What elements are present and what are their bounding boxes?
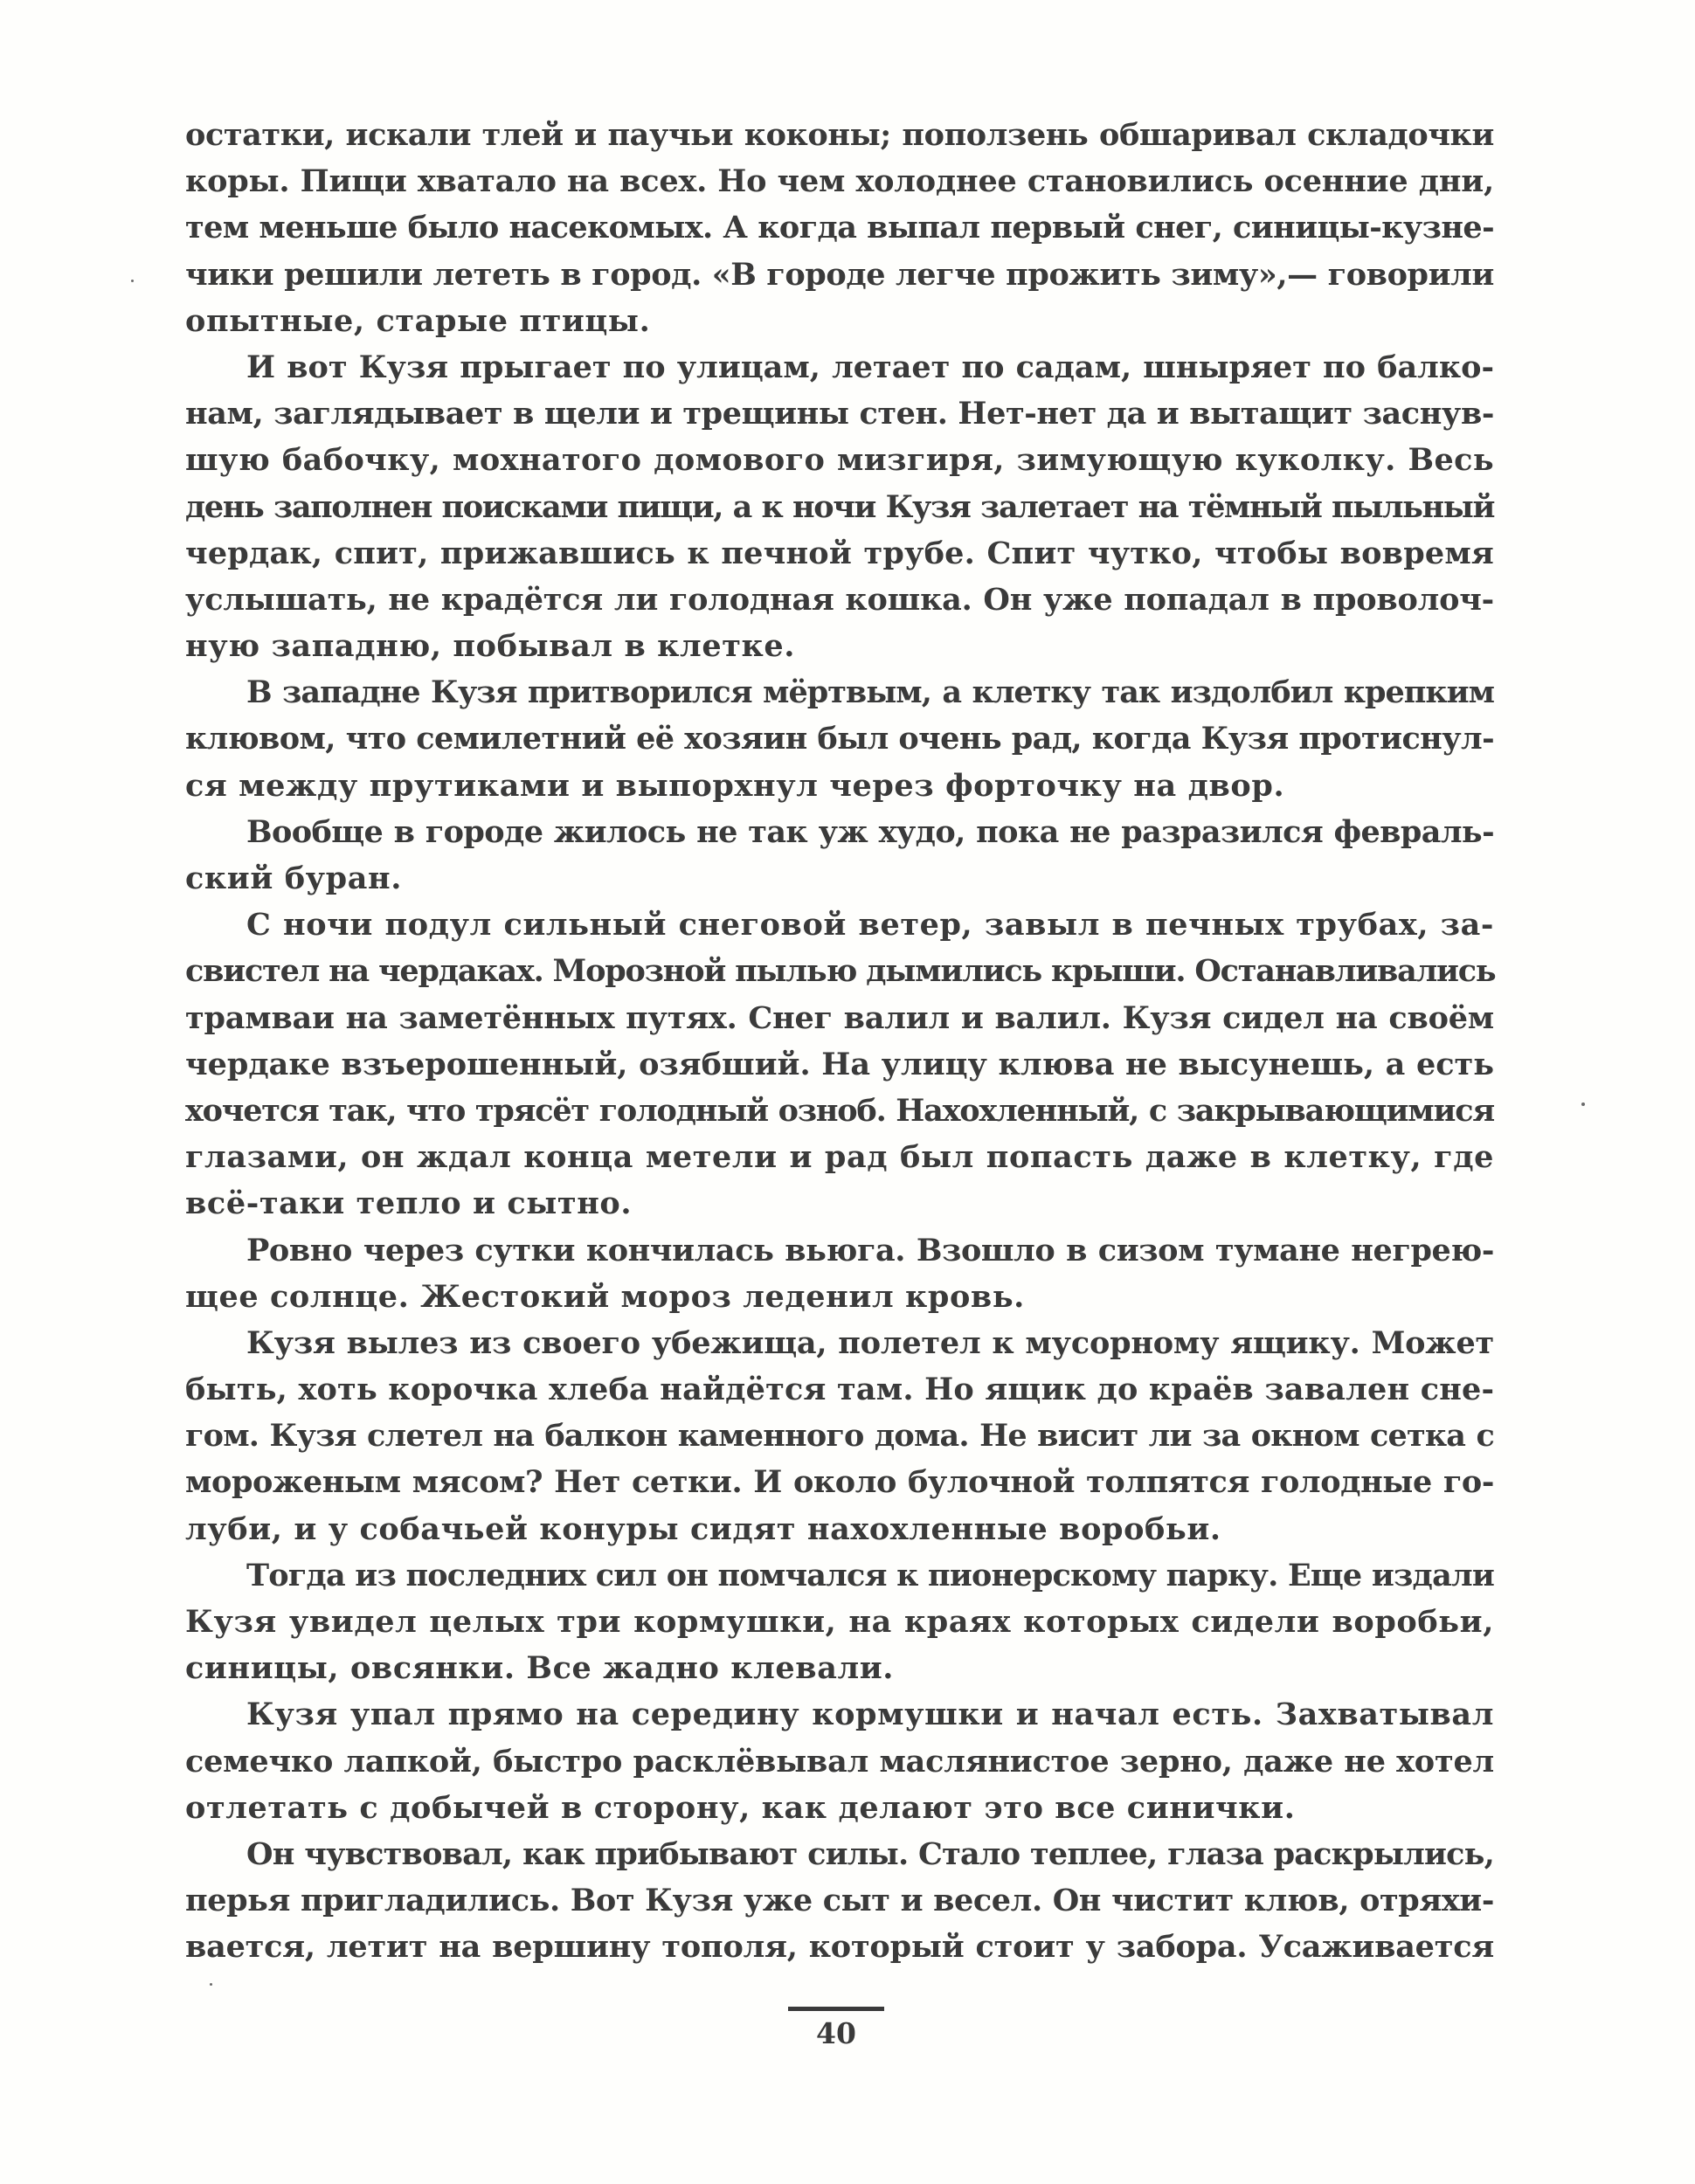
text-line: шую бабочку, мохнатого домового мизгиря, зимующую куколку. Весь [185,442,1494,479]
text-line: остатки, искали тлей и паучьи коконы; поползень обшаривал складочки [185,117,1494,153]
text-line: быть, хоть корочка хлеба найдётся там. Но ящик до краёв завален сне- [185,1372,1495,1408]
text-line: Ровно через сутки кончилась вьюга. Взошло в сизом тумане негрею- [246,1232,1494,1268]
paragraph [185,1227,1494,1320]
text-line: перья пригладились. Вот Кузя уже сыт и весел. Он чистит клюв, отряхи- [185,1883,1494,1919]
paragraph [185,1552,1494,1692]
text-line: Он чувствовал, как прибывают силы. Стало теплее, глаза раскрылись, [246,1835,1494,1872]
text-line: семечко лапкой, быстро расклёвывал маслянистое зерно, даже не хотел [185,1743,1494,1780]
text-line: отлетать с добычей в сторону, как делают это все синички. [185,1789,1296,1826]
text-line: клювом, что семилетний её хозяин был очень рад, когда Кузя протиснул- [185,721,1494,757]
text-line: глазами, он ждал конца метели и рад был попасть даже в клетку, где [185,1139,1494,1176]
text-line: чердак, спит, прижавшись к печной трубе. Спит чутко, чтобы вовремя [185,535,1494,571]
text-line: С ночи подул сильный снеговой ветер, завыл в печных трубах, за- [246,907,1494,943]
text-line: день заполнен поисками пищи, а к ночи Кузя залетает на тёмный пыльный [185,488,1494,525]
text-line: синицы, овсянки. Все жадно клевали. [185,1650,895,1687]
text-line: Кузя упал прямо на середину кормушки и начал есть. Захватывал [246,1697,1494,1733]
print-speck [131,280,134,282]
text-line: свистел на чердаках. Морозной пылью дымились крыши. Останавливались [185,953,1496,990]
text-line: нам, заглядывает в щели и трещины стен. Нет-нет да и вытащит заснув- [185,396,1494,432]
paragraph [185,669,1494,809]
paragraph [185,344,1494,669]
paragraph [185,112,1494,344]
text-line: Кузя вылез из своего убежища, полетел к мусорному ящику. Может [246,1324,1494,1361]
text-line: коры. Пищи хватало на всех. Но чем холоднее становились осенние дни, [185,163,1494,200]
text-line: гом. Кузя слетел на балкон каменного дома. Не висит ли за окном сетка с [185,1418,1494,1455]
text-line: Тогда из последних сил он помчался к пионерскому парку. Еще издали [246,1557,1494,1593]
text-line: ский буран. [185,860,402,896]
print-speck [1581,1102,1585,1106]
page-number-rule [788,2007,884,2011]
text-line: Кузя увидел целых три кормушки, на краях которых сидели воробьи, [185,1604,1494,1640]
text-line: чики решили лететь в город. «В городе легче прожить зиму»,— говорили [185,256,1494,293]
text-line: мороженым мясом? Нет сетки. И около булочной толпятся голодные го- [185,1464,1494,1501]
text-line: опытные, старые птицы. [185,302,651,339]
text-line: трамваи на заметённых путях. Снег валил и валил. Кузя сидел на своём [185,999,1494,1036]
text-line: вается, летит на вершину тополя, который стоит у забора. Усаживается [185,1929,1494,1966]
paragraph [185,1691,1494,1831]
text-line: В западне Кузя притворился мёртвым, а клетку так издолбил крепким [246,674,1494,711]
text-line: ся между прутиками и выпорхнул через форточку на двор. [185,767,1285,804]
paragraph [185,1831,1494,1971]
text-line: хочется так, что трясёт голодный озноб. Нахохленный, с закрывающимися [185,1092,1494,1129]
text-line: щее солнце. Жестокий мороз леденил кровь. [185,1278,1025,1315]
text-line: тем меньше было насекомых. А когда выпал первый снег, синицы-кузне- [185,210,1494,246]
paragraph [185,1320,1494,1552]
paragraph [185,809,1494,902]
body-text [185,112,1494,1971]
text-line: ную западню, побывал в клетке. [185,628,796,665]
text-line: всё-таки тепло и сытно. [185,1185,633,1222]
text-line: Вообще в городе жилось не так уж худо, пока не разразился февраль- [246,813,1494,850]
text-line: услышать, не крадётся ли голодная кошка. Он уже попадал в проволоч- [185,581,1494,618]
print-speck [210,1983,212,1986]
text-line: луби, и у собачьей конуры сидят нахохленные воробьи. [185,1510,1221,1547]
text-line: чердаке взъерошенный, озябший. На улицу клюва не высунешь, а есть [185,1046,1494,1082]
page-number: 40 [816,2016,856,2050]
paragraph [185,902,1494,1227]
text-line: И вот Кузя прыгает по улицам, летает по садам, шныряет по балко- [246,349,1494,385]
